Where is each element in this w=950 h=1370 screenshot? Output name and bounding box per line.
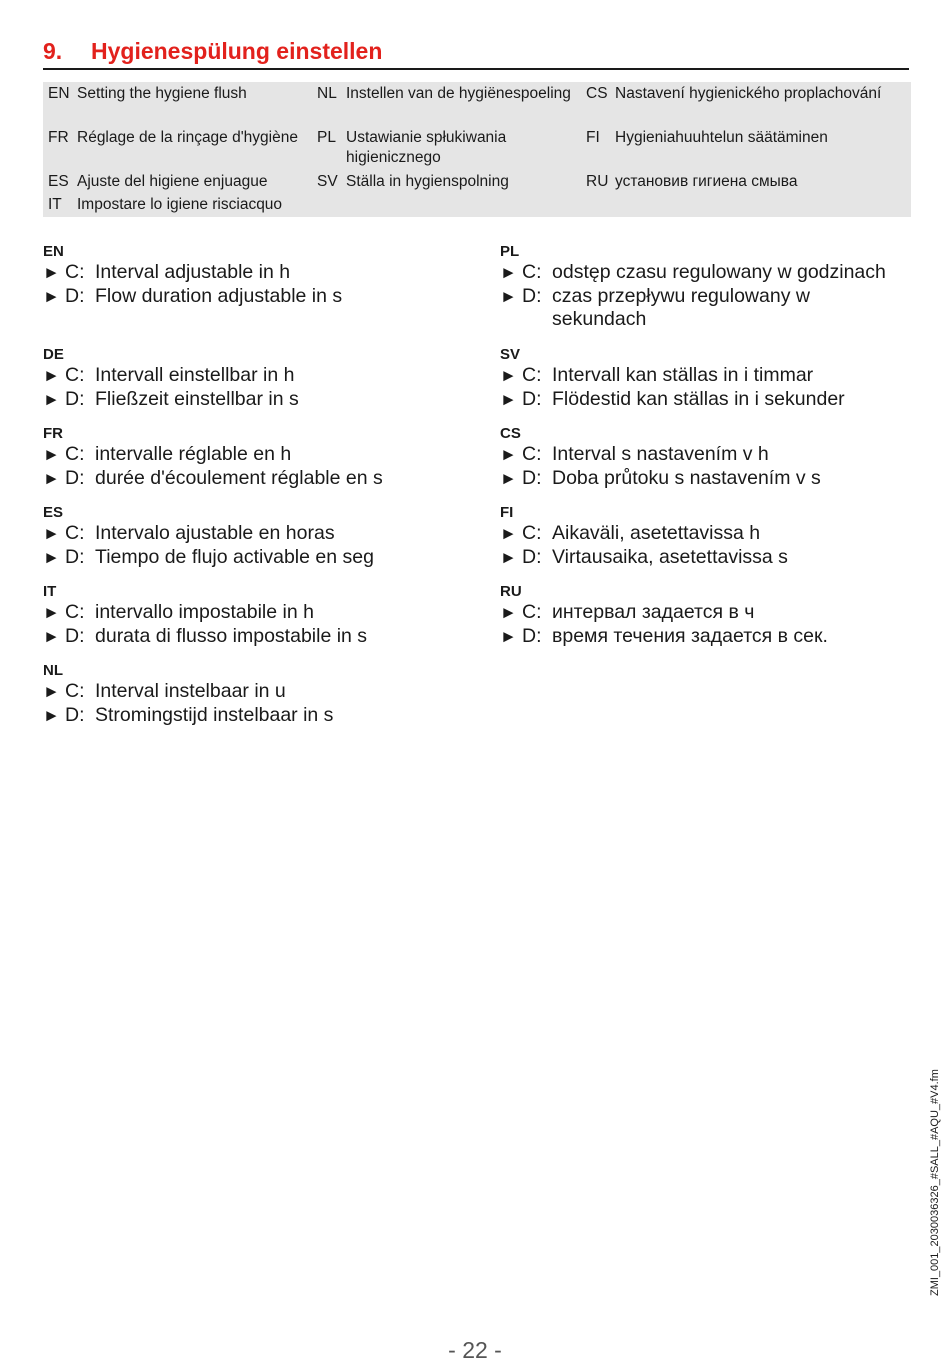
translation-table (43, 82, 911, 217)
lang-text: Instellen van de hygiënespoeling (346, 85, 571, 102)
setting-d (43, 704, 473, 728)
setting-d (500, 285, 910, 332)
setting-text: Intervall einstellbar in h (95, 364, 295, 386)
arrow-icon: ► (43, 603, 60, 622)
arrow-icon: ► (43, 389, 60, 409)
section-lang-label: EN (43, 243, 64, 260)
setting-d (500, 546, 910, 570)
lang-entry-fr (48, 128, 313, 148)
arrow-icon: ► (43, 547, 60, 567)
arrow-icon: ► (500, 524, 517, 543)
section-lang-label: PL (500, 243, 520, 260)
setting-key: D: (522, 387, 542, 410)
lang-text: Setting the hygiene flush (77, 85, 247, 102)
section-lang-label: IT (43, 583, 57, 600)
setting-key: C: (522, 261, 542, 283)
lang-code: IT (48, 196, 62, 213)
lang-text: установив гигиена смыва (615, 173, 798, 190)
arrow-icon: ► (500, 603, 517, 622)
section-lang-label: NL (43, 662, 63, 679)
setting-key: D: (65, 387, 85, 410)
setting-c (500, 443, 910, 467)
setting-text: Stromingstijd instelbaar in s (95, 703, 334, 726)
setting-key: C: (65, 680, 85, 702)
setting-text: Flödestid kan ställas in i sekunder (552, 387, 845, 410)
arrow-icon: ► (43, 445, 60, 464)
setting-c (43, 522, 473, 546)
lang-text: Ustawianie spłukiwania higienicznego (346, 129, 507, 166)
lang-code: FI (586, 129, 600, 146)
arrow-icon: ► (43, 263, 60, 282)
section-lang-label: RU (500, 583, 522, 600)
setting-key: D: (522, 284, 542, 307)
lang-text: Nastavení hygienického proplachování (615, 85, 882, 102)
setting-key: D: (522, 545, 542, 568)
setting-text: durata di flusso impostabile in s (95, 624, 368, 647)
arrow-icon: ► (500, 626, 517, 646)
section-lang-label: FR (43, 425, 63, 442)
setting-c (43, 601, 473, 625)
setting-c (43, 443, 473, 467)
setting-key: D: (65, 284, 85, 307)
arrow-icon: ► (500, 366, 517, 385)
lang-entry-fi (586, 128, 911, 148)
arrow-icon: ► (500, 445, 517, 464)
setting-text: Virtausaika, asetettavissa s (552, 545, 788, 568)
setting-key: C: (522, 522, 542, 544)
setting-key: C: (65, 261, 85, 283)
setting-d (500, 625, 910, 649)
section-cs (500, 425, 910, 490)
setting-text: Interval adjustable in h (95, 261, 291, 283)
setting-text: Doba průtoku s nastavením v s (552, 466, 821, 489)
section-number: 9. (43, 38, 63, 64)
setting-key: D: (65, 703, 85, 726)
setting-d (43, 546, 473, 570)
setting-text: интервал задается в ч (552, 601, 755, 623)
setting-c (500, 364, 910, 388)
setting-text: Aikaväli, asetettavissa h (552, 522, 761, 544)
arrow-icon: ► (43, 705, 60, 725)
lang-text: Réglage de la rinçage d'hygiène (77, 129, 298, 146)
arrow-icon: ► (500, 263, 517, 282)
setting-text: odstęp czasu regulowany w godzinach (552, 261, 886, 283)
lang-text: Impostare lo igiene risciacquo (77, 196, 283, 213)
lang-text: Ställa in hygienspolning (346, 173, 509, 190)
lang-entry-cs (586, 84, 911, 104)
section-fr (43, 425, 473, 490)
setting-key: D: (522, 466, 542, 489)
setting-text: Fließzeit einstellbar in s (95, 387, 299, 410)
lang-code: CS (586, 85, 608, 102)
setting-key: D: (522, 624, 542, 647)
setting-d (43, 285, 473, 309)
setting-text: intervallo impostabile in h (95, 601, 314, 623)
section-de (43, 346, 473, 411)
arrow-icon: ► (500, 468, 517, 488)
section-lang-label: DE (43, 346, 64, 363)
setting-key: C: (522, 364, 542, 386)
setting-d (43, 467, 473, 491)
lang-entry-ru (586, 172, 911, 192)
setting-key: C: (522, 443, 542, 465)
arrow-icon: ► (43, 682, 60, 701)
lang-code: SV (317, 173, 338, 190)
section-heading (43, 36, 382, 66)
setting-c (43, 364, 473, 388)
section-pl (500, 243, 910, 332)
arrow-icon: ► (500, 547, 517, 567)
section-fi (500, 504, 910, 569)
setting-key: D: (65, 545, 85, 568)
setting-key: C: (65, 443, 85, 465)
setting-key: C: (65, 522, 85, 544)
setting-d (500, 388, 910, 412)
section-ru (500, 583, 910, 648)
arrow-icon: ► (500, 286, 517, 306)
lang-code: FR (48, 129, 69, 146)
lang-text: Hygieniahuuhtelun säätäminen (615, 129, 828, 146)
setting-text: intervalle réglable en h (95, 443, 292, 465)
arrow-icon: ► (43, 524, 60, 543)
setting-text: Tiempo de flujo activable en seg (95, 545, 374, 568)
lang-text: Ajuste del higiene enjuague (77, 173, 268, 190)
arrow-icon: ► (43, 468, 60, 488)
file-reference: ZMI_001_2030036326_#SALL_#AQU_#V4.fm (929, 1069, 941, 1296)
arrow-icon: ► (43, 366, 60, 385)
lang-entry-es (48, 172, 313, 192)
setting-c (500, 261, 910, 285)
setting-key: D: (65, 466, 85, 489)
page-number: - 22 - (448, 1337, 502, 1363)
section-en (43, 243, 473, 308)
section-lang-label: ES (43, 504, 64, 521)
arrow-icon: ► (43, 626, 60, 646)
section-title: Hygienespülung einstellen (91, 38, 383, 64)
setting-c (500, 601, 910, 625)
lang-entry-pl (317, 128, 582, 168)
section-nl (43, 662, 473, 727)
lang-entry-nl (317, 84, 582, 104)
setting-text: Intervall kan ställas in i timmar (552, 364, 814, 386)
setting-text: Interval instelbaar in u (95, 680, 286, 702)
lang-entry-en (48, 84, 313, 104)
heading-divider (43, 68, 909, 70)
section-lang-label: CS (500, 425, 521, 442)
setting-d (500, 467, 910, 491)
setting-c (43, 680, 473, 704)
lang-code: ES (48, 173, 69, 190)
lang-code: PL (317, 129, 336, 146)
setting-text: durée d'écoulement réglable en s (95, 466, 383, 489)
setting-text: Interval s nastavením v h (552, 443, 769, 465)
lang-entry-it (48, 195, 313, 215)
setting-text: Intervalo ajustable en horas (95, 522, 335, 544)
setting-key: C: (65, 364, 85, 386)
lang-code: EN (48, 85, 70, 102)
setting-text: Flow duration adjustable in s (95, 284, 343, 307)
setting-key: D: (65, 624, 85, 647)
setting-text: czas przepływu regulowany w sekundach (552, 284, 810, 330)
section-it (43, 583, 473, 648)
setting-c (500, 522, 910, 546)
setting-c (43, 261, 473, 285)
lang-code: RU (586, 173, 609, 190)
section-es (43, 504, 473, 569)
setting-key: C: (522, 601, 542, 623)
setting-key: C: (65, 601, 85, 623)
setting-text: время течения задается в сек. (552, 624, 828, 647)
lang-code: NL (317, 85, 337, 102)
section-sv (500, 346, 910, 411)
arrow-icon: ► (43, 286, 60, 306)
setting-d (43, 625, 473, 649)
setting-d (43, 388, 473, 412)
section-lang-label: FI (500, 504, 514, 521)
lang-entry-sv (317, 172, 582, 192)
section-lang-label: SV (500, 346, 521, 363)
arrow-icon: ► (500, 389, 517, 409)
